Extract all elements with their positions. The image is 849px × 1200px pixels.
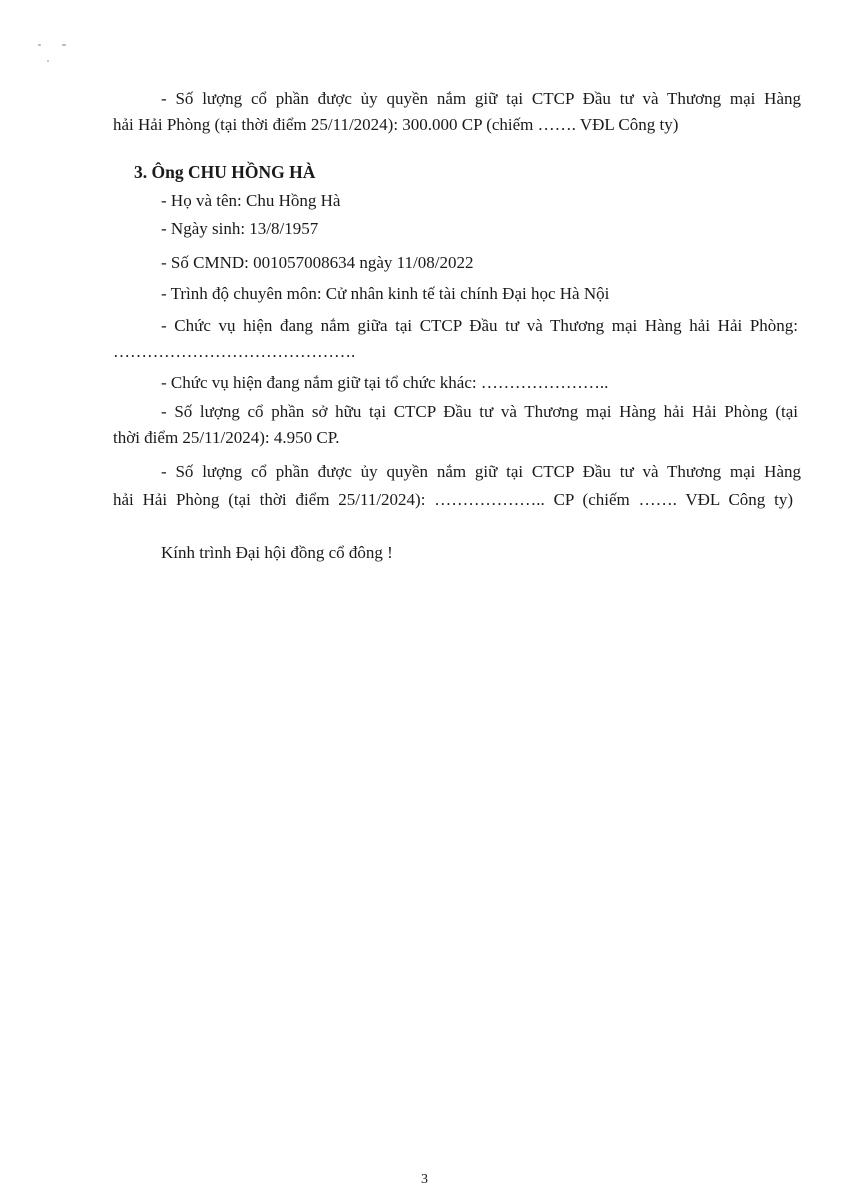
text-line: - Trình độ chuyên môn: Cử nhân kinh tế tài chính Đại học Hà Nội — [161, 284, 610, 303]
text-line: hải Hải Phòng (tại thời điểm 25/11/2024): 300.000 CP (chiếm ……. VĐL Công ty) — [113, 115, 679, 134]
text-line: thời điểm 25/11/2024): 4.950 CP. — [113, 428, 340, 447]
scan-artifact — [47, 60, 49, 62]
text-line: - Họ và tên: Chu Hồng Hà — [161, 191, 341, 210]
text-line: - Số lượng cổ phần được ủy quyền nắm giữ tại CTCP Đầu tư và Thương mại Hàng — [161, 462, 801, 481]
scan-artifact — [62, 44, 66, 46]
text-line: - Ngày sinh: 13/8/1957 — [161, 219, 319, 238]
section-heading: 3. Ông CHU HỒNG HÀ — [134, 162, 316, 182]
text-line: - Số lượng cổ phần sở hữu tại CTCP Đầu tư và Thương mại Hàng hải Hải Phòng (tại — [161, 402, 798, 421]
text-line: - Số lượng cổ phần được ủy quyền nắm giữ tại CTCP Đầu tư và Thương mại Hàng — [161, 89, 801, 108]
closing-line: Kính trình Đại hội đồng cổ đông ! — [161, 543, 393, 562]
page-number: 3 — [421, 1172, 428, 1187]
text-line: - Chức vụ hiện đang nắm giữ tại tổ chức khác: ………………….. — [161, 373, 609, 392]
text-line: - Số CMND: 001057008634 ngày 11/08/2022 — [161, 253, 474, 272]
text-line: hải Hải Phòng (tại thời điểm 25/11/2024): ……………….. CP (chiếm ……. VĐL Công ty) — [113, 490, 793, 509]
scan-artifact — [38, 44, 41, 46]
text-line: ……………………………………. — [113, 342, 356, 361]
text-line: - Chức vụ hiện đang nắm giữa tại CTCP Đầu tư và Thương mại Hàng hải Hải Phòng: — [161, 316, 798, 335]
